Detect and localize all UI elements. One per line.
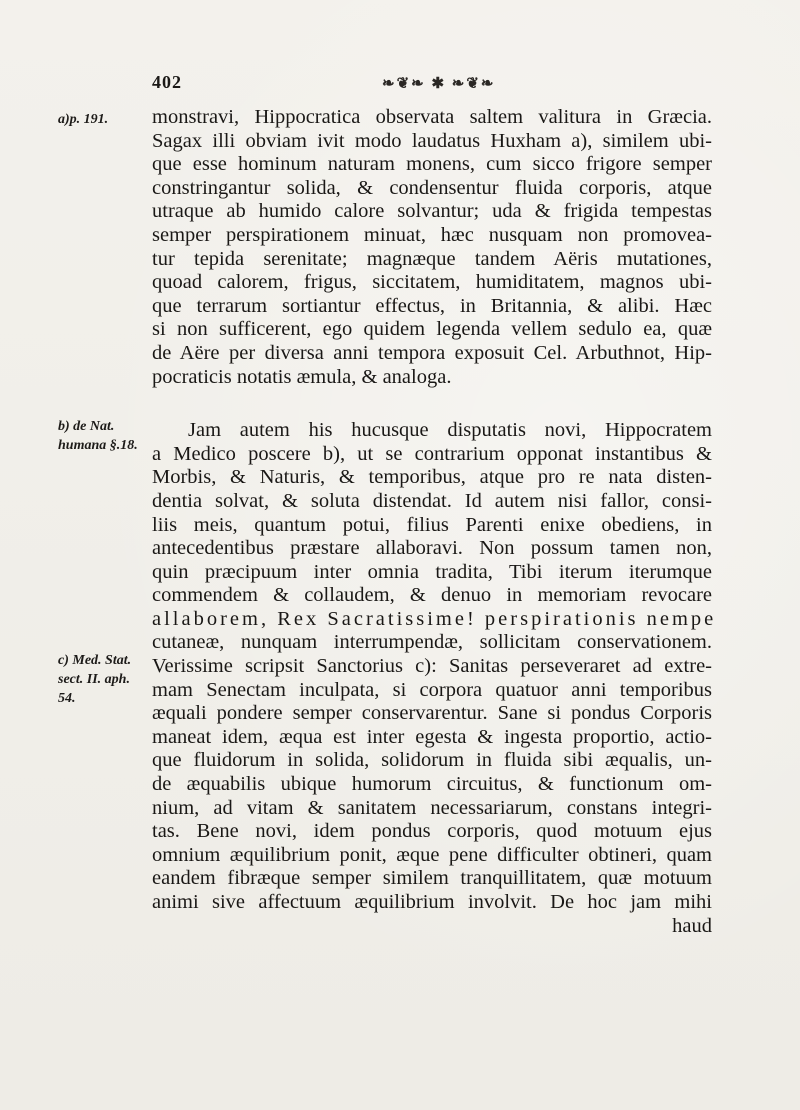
text-line: que fluidorum in solida, solidorum in fluida sibi æqualis, un- bbox=[152, 749, 712, 772]
text-line: quoad calorem, frigus, siccitatem, humiditatem, magnos ubi- bbox=[152, 271, 712, 294]
header-ornament: ❧❦❧ ✱ ❧❦❧ bbox=[382, 76, 496, 92]
catchword: haud bbox=[672, 914, 712, 937]
text-line: que terrarum sortiantur effectus, in Britannia, & alibi. Hæc bbox=[152, 294, 712, 317]
text-line: antecedentibus præstare allaboravi. Non possum tamen non, bbox=[152, 537, 712, 560]
text-line: Sagax illi obviam ivit modo laudatus Huxham a), similem ubi- bbox=[152, 129, 712, 152]
text-line: que esse hominum naturam monens, cum sicco frigore semper bbox=[152, 153, 712, 176]
text-line: omnium æquilibrium ponit, æque pene difficulter obtineri, quam bbox=[152, 843, 712, 866]
text-line: a Medico poscere b), ut se contrarium opponat instantibus & bbox=[152, 442, 712, 465]
text-line: tas. Bene novi, idem pondus corporis, quod motuum ejus bbox=[152, 820, 712, 843]
margin-note-c-cont: sect. II. aph. bbox=[58, 672, 130, 687]
text-line: si non sufficerent, ego quidem legenda vellem sedulo ea, quæ bbox=[152, 318, 712, 341]
text-line: monstravi, Hippocratica observata saltem valitura in Græcia. bbox=[152, 106, 712, 128]
margin-note-a: a)p. 191. bbox=[58, 112, 109, 127]
paragraph-gap bbox=[152, 389, 712, 419]
text-line: quin præcipuum inter omnia tradita, Tibi iterum iterumque bbox=[152, 560, 712, 583]
text-line: æquali pondere semper conservarentur. Sane si pondus Corporis bbox=[152, 702, 712, 725]
page-number: 402 bbox=[152, 72, 182, 92]
text-line: dentia solvat, & soluta distendat. Id autem nisi fallor, consi- bbox=[152, 489, 712, 512]
text-line: utraque ab humido calore solvantur; uda & frigida tempestas bbox=[152, 200, 712, 223]
text-line: mam Senectam inculpata, si corpora quatuor anni temporibus bbox=[152, 678, 712, 701]
text-line: liis meis, quantum potui, filius Parenti enixe obediens, in bbox=[152, 513, 712, 536]
text-line: eandem fibræque semper similem tranquillitatem, quæ motuum bbox=[152, 867, 712, 890]
text-line: pocraticis notatis æmula, & analoga. bbox=[152, 365, 452, 388]
text-line: commendem & collaudem, & denuo in memoriam revocare bbox=[152, 584, 712, 607]
text-line: de Aëre per diversa anni tempora exposuit Cel. Arbuthnot, Hip- bbox=[152, 341, 712, 364]
text-line: Jam autem his hucusque disputatis novi, Hippocratem bbox=[188, 419, 712, 442]
text-line: semper perspirationem minuat, hæc nusquam non promovea- bbox=[152, 223, 712, 246]
margin-note-b: b) de Nat. bbox=[58, 419, 115, 434]
text-line: tur tepida serenitate; magnæque tandem Aëris mutationes, bbox=[152, 247, 712, 270]
text-line: nium, ad vitam & sanitatem necessariarum, constans integri- bbox=[152, 796, 712, 819]
main-text bbox=[152, 106, 717, 938]
text-line: Verissime scripsit Sanctorius c): Sanitas perseveraret ad extre- bbox=[152, 655, 712, 678]
text-line: cutaneæ, nunquam interrumpendæ, sollicitam conservationem. bbox=[152, 631, 712, 654]
margin-note-c: c) Med. Stat. bbox=[58, 653, 132, 668]
text-line: maneat idem, æqua est inter egesta & ingesta proportio, actio- bbox=[152, 725, 712, 748]
page-header bbox=[152, 72, 712, 102]
text-line: constringantur solida, & condensentur fluida corporis, atque bbox=[152, 176, 712, 199]
text-line: de æquabilis ubique humorum circuitus, & functionum om- bbox=[152, 773, 712, 796]
text-line: animi sive affectuum æquilibrium involvit. De hoc jam mihi bbox=[152, 891, 712, 913]
text-line: allaborem, Rex Sacratissime! perspirationis nempe bbox=[152, 607, 717, 630]
margin-note-b-cont: humana §.18. bbox=[58, 438, 138, 453]
margin-note-c-page: 54. bbox=[58, 691, 76, 706]
text-line: Morbis, & Naturis, & temporibus, atque pro re nata disten- bbox=[152, 466, 712, 489]
